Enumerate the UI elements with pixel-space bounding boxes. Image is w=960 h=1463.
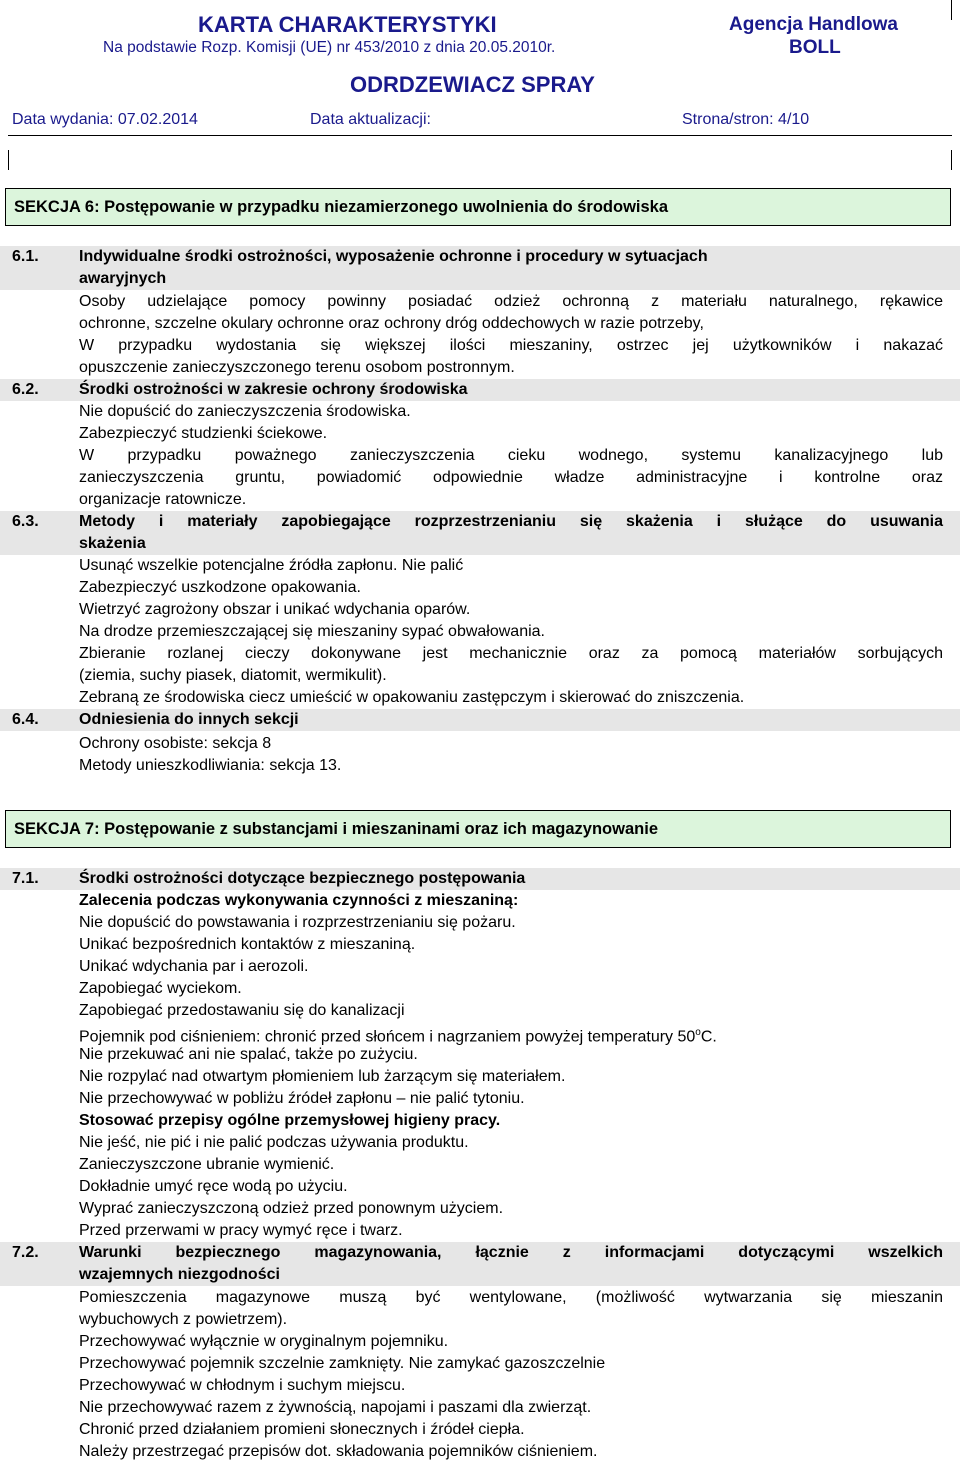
page-frame-left: [8, 150, 9, 170]
paragraph-line: Zapobiegać przedostawaniu się do kanalizacji: [79, 1002, 405, 1019]
paragraph-line: opuszczenie zanieczyszczonego terenu osobom postronnym.: [79, 359, 515, 376]
paragraph-line: W przypadku poważnego zanieczyszczenia cieku wodnego, systemu kanalizacyjnego lub: [79, 447, 943, 464]
paragraph-line: Unikać bezpośrednich kontaktów z mieszaniną.: [79, 936, 416, 953]
paragraph-line: Nie rozpylać nad otwartym płomieniem lub żarzącym się materiałem.: [79, 1068, 566, 1085]
section-6-title: SEKCJA 6: Postępowanie w przypadku niezamierzonego uwolnienia do środowiska: [5, 188, 951, 226]
text-fragment: C.: [700, 1028, 717, 1046]
paragraph-line: Należy przestrzegać przepisów dot. składowania pojemników ciśnieniem.: [79, 1443, 598, 1460]
subsection-7-1-heading: [0, 868, 960, 890]
heading-line: wzajemnych niezgodności: [79, 1266, 280, 1283]
subsection-6-3-heading: [0, 511, 960, 555]
paragraph-line: ochronne, szczelne okulary ochronne oraz ochrony dróg oddechowych w razie potrzeby,: [79, 315, 704, 332]
heading-line: skażenia: [79, 535, 146, 552]
paragraph-line: Na drodze przemieszczającej się mieszaniny sypać obwałowania.: [79, 623, 545, 640]
paragraph-line: Wyprać zanieczyszczoną odzież przed ponownym użyciem.: [79, 1200, 504, 1217]
degree-superscript: o: [695, 1027, 701, 1038]
paragraph-line: zanieczyszczenia gruntu, powiadomić odpowiednie władze administracyjne i kontrolne oraz: [79, 469, 943, 486]
paragraph-line: Metody unieszkodliwiania: sekcja 13.: [79, 757, 342, 774]
heading-line: Środki ostrożności dotyczące bezpiecznego postępowania: [79, 870, 526, 887]
paragraph-line: Nie dopuścić do zanieczyszczenia środowiska.: [79, 403, 411, 420]
subsection-number: 6.4.: [12, 711, 39, 728]
paragraph-line: Zabezpieczyć studzienki ściekowe.: [79, 425, 328, 442]
heading-line: Środki ostrożności w zakresie ochrony środowiska: [79, 381, 468, 398]
subsection-6-4-heading: [0, 709, 960, 731]
subsection-6-2-heading: [0, 379, 960, 401]
product-name: ODRDZEWIACZ SPRAY: [350, 72, 595, 97]
section-7-title: SEKCJA 7: Postępowanie z substancjami i mieszaninami oraz ich magazynowanie: [5, 810, 951, 848]
subsection-number: 7.2.: [12, 1244, 39, 1261]
header-divider: [8, 135, 952, 136]
heading-line: Metody i materiały zapobiegające rozprzestrzenianiu się skażenia i służące do usuwania: [79, 513, 943, 530]
paragraph-line: Usunąć wszelkie potencjalne źródła zapłonu. Nie palić: [79, 557, 464, 574]
paragraph-line: Unikać wdychania par i aerozoli.: [79, 958, 309, 975]
paragraph-line: Przechowywać pojemnik szczelnie zamknięty. Nie zamykać gazoszczelnie: [79, 1355, 606, 1372]
paragraph-line: Nie dopuścić do powstawania i rozprzestrzenianiu się pożaru.: [79, 914, 516, 931]
paragraph-line: Dokładnie umyć ręce wodą po użyciu.: [79, 1178, 348, 1195]
paragraph-line: Wietrzyć zagrożony obszar i unikać wdychania oparów.: [79, 601, 471, 618]
heading-line: awaryjnych: [79, 270, 167, 287]
paragraph-line: Nie przechowywać razem z żywnością, napojami i paszami dla zwierząt.: [79, 1399, 592, 1416]
paragraph-line: (ziemia, suchy piasek, diatomit, wermikulit).: [79, 667, 387, 684]
paragraph-line: Osoby udzielające pomocy powinny posiadać odzież ochronną z materiału naturalnego, rękawice: [79, 293, 943, 310]
subsection-number: 7.1.: [12, 870, 39, 887]
paragraph-line: Zapobiegać wyciekom.: [79, 980, 242, 997]
heading-line: Warunki bezpiecznego magazynowania, łącznie z informacjami dotyczącymi wszelkich: [79, 1244, 943, 1261]
paragraph-line: Przechowywać wyłącznie w oryginalnym pojemniku.: [79, 1333, 449, 1350]
paragraph-line: Zebraną ze środowiska ciecz umieścić w opakowaniu zastępczym i skierować do zniszczenia.: [79, 689, 745, 706]
subsection-number: 6.2.: [12, 381, 39, 398]
paragraph-line: wybuchowych z powietrzem).: [79, 1311, 288, 1328]
header-frame-right: [951, 0, 952, 20]
paragraph-line: Przechowywać w chłodnym i suchym miejscu.: [79, 1377, 406, 1394]
paragraph-line: Zabezpieczyć uszkodzone opakowania.: [79, 579, 361, 596]
company-name-line2: BOLL: [789, 37, 841, 58]
paragraph-line: Nie przechowywać w pobliżu źródeł zapłonu – nie palić tytoniu.: [79, 1090, 525, 1107]
bold-subheading: Stosować przepisy ogólne przemysłowej higieny pracy.: [79, 1112, 501, 1129]
paragraph-line: Ochrony osobiste: sekcja 8: [79, 735, 272, 752]
subsection-7-2-heading: [0, 1242, 960, 1286]
paragraph-line: Nie przekuwać ani nie spalać, także po zużyciu.: [79, 1046, 418, 1063]
paragraph-line: Zbieranie rozlanej cieczy dokonywane jest mechanicznie oraz za pomocą materiałów sorbujących: [79, 645, 943, 662]
paragraph-line: W przypadku wydostania się większej ilości mieszaniny, ostrzec jej użytkowników i nakazać: [79, 337, 943, 354]
paragraph-line: organizacje ratownicze.: [79, 491, 247, 508]
subsection-6-1-heading: [0, 246, 960, 290]
update-date: Data aktualizacji:: [310, 111, 431, 128]
paragraph-line: Zanieczyszczone ubranie wymienić.: [79, 1156, 335, 1173]
page-frame-right: [951, 150, 952, 170]
document-title: KARTA CHARAKTERYSTYKI: [198, 12, 497, 37]
subsection-number: 6.3.: [12, 513, 39, 530]
paragraph-line: Nie jeść, nie pić i nie palić podczas używania produktu.: [79, 1134, 469, 1151]
paragraph-line: Przed przerwami w pracy wymyć ręce i twarz.: [79, 1222, 403, 1239]
issue-date: Data wydania: 07.02.2014: [12, 111, 198, 128]
regulation-reference: Na podstawie Rozp. Komisji (UE) nr 453/2010 z dnia 20.05.2010r.: [103, 39, 556, 56]
page-number: Strona/stron: 4/10: [682, 111, 810, 128]
paragraph-line: Chronić przed działaniem promieni słonecznych i źródeł ciepła.: [79, 1421, 525, 1438]
subsection-number: 6.1.: [12, 248, 39, 265]
heading-line: Odniesienia do innych sekcji: [79, 711, 299, 728]
text-fragment: Pojemnik pod ciśnieniem: chronić przed słońcem i nagrzaniem powyżej temperatury 50: [79, 1028, 696, 1046]
bold-subheading: Zalecenia podczas wykonywania czynności z mieszaniną:: [79, 892, 519, 909]
heading-line: Indywidualne środki ostrożności, wyposażenie ochronne i procedury w sytuacjach: [79, 248, 708, 265]
paragraph-line: Pomieszczenia magazynowe muszą być wentylowane, (możliwość wytwarzania się mieszanin: [79, 1289, 943, 1306]
company-name-line1: Agencja Handlowa: [729, 14, 898, 35]
